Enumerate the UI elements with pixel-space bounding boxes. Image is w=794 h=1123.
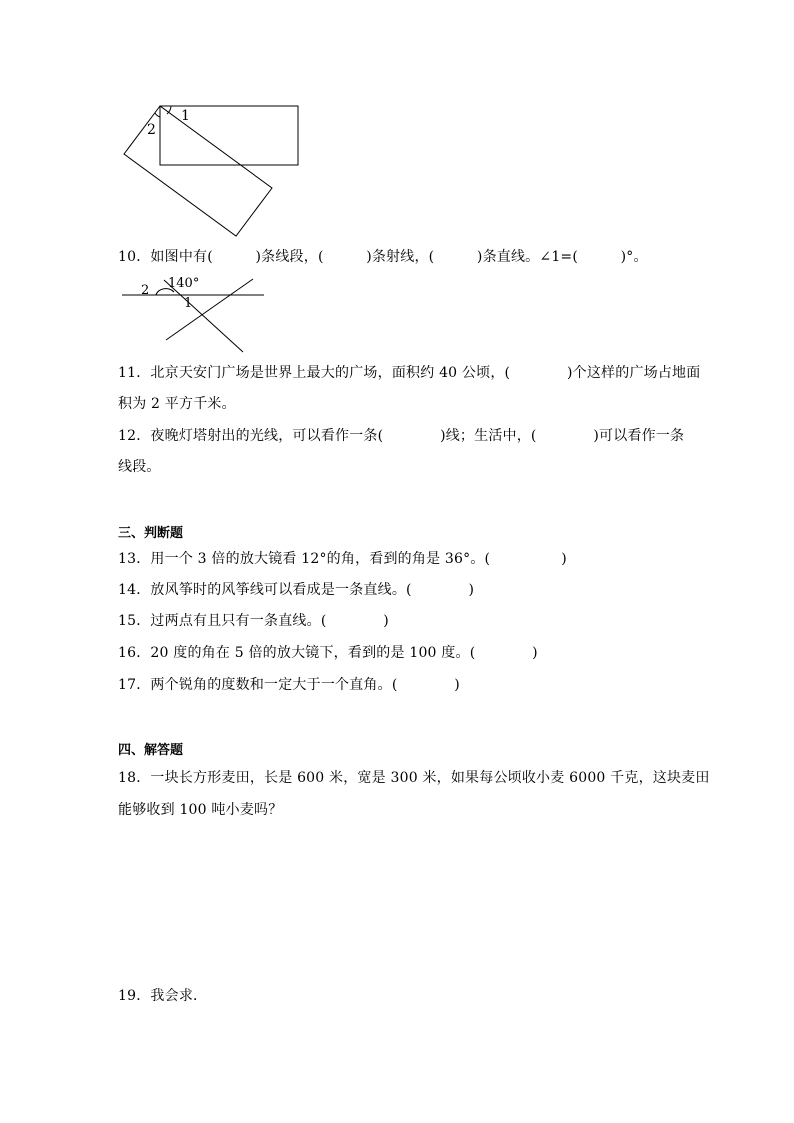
question-11-line-1: 11．北京天安门广场是世界上最大的广场，面积约 40 公顷，( )个这样的广场占地面 <box>118 365 701 381</box>
question-18-line-1: 18．一块长方形麦田，长是 600 米，宽是 300 米，如果每公顷收小麦 6000 千克，这块麦田 <box>118 770 710 786</box>
question-14: 14．放风筝时的风筝线可以看成是一条直线。( ) <box>118 582 475 598</box>
angle-label-1: 1 <box>181 108 190 124</box>
question-12-line-2: 线段。 <box>118 459 161 475</box>
question-17: 17．两个锐角的度数和一定大于一个直角。( ) <box>118 677 460 693</box>
question-15: 15．过两点有且只有一条直线。( ) <box>118 613 389 629</box>
angle-arc-2 <box>155 113 160 117</box>
question-19: 19．我会求． <box>118 988 208 1004</box>
intersecting-lines-figure <box>118 272 268 356</box>
angle-label-140: 140° <box>168 276 200 291</box>
rectangles-figure <box>118 98 308 242</box>
question-12-line-1: 12．夜晚灯塔射出的光线，可以看作一条( )线；生活中，( )可以看作一条 <box>118 428 685 444</box>
question-13: 13．用一个 3 倍的放大镜看 12°的角，看到的角是 36°。( ) <box>118 551 567 567</box>
angle-label-2: 2 <box>141 283 150 298</box>
question-18-line-2: 能够收到 100 吨小麦吗？ <box>118 802 283 818</box>
question-10: 10．如图中有( )条线段，( )条射线，( )条直线。∠1=( )°。 <box>118 249 648 265</box>
section-heading-answers: 四、解答题 <box>118 743 184 758</box>
question-16: 16．20 度的角在 5 倍的放大镜下，看到的是 100 度。( ) <box>118 645 538 661</box>
section-heading-judgement: 三、判断题 <box>118 526 184 541</box>
angle-label-1: 1 <box>184 296 193 311</box>
question-11-line-2: 积为 2 平方千米。 <box>118 396 236 412</box>
angle-label-2: 2 <box>147 122 156 138</box>
